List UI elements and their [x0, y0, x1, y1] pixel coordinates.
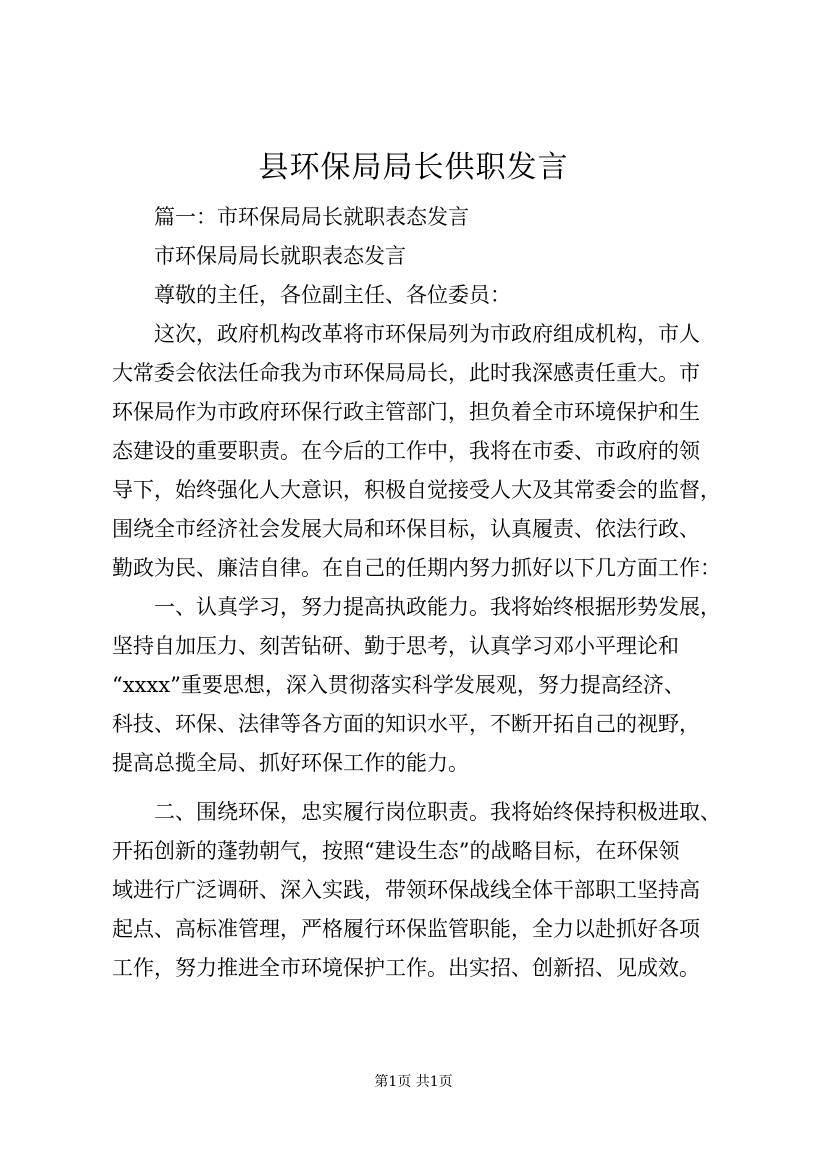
document-body [112, 198, 722, 988]
subtitle: 市环保局局长就职表态发言 [154, 244, 406, 268]
text-line: 开拓创新的蓬勃朝气，按照“建设生态”的战略目标，在环保领 [112, 839, 680, 863]
text-line: 科技、环保、法律等各方面的知识水平，不断开拓自己的视野， [112, 712, 700, 736]
paragraph-intro [112, 315, 722, 588]
text-line: 域进行广泛调研、深入实践，带领环保战线全体干部职工坚持高 [112, 878, 700, 902]
text-line: 一、认真学习，努力提高执政能力。我将始终根据形势发展， [154, 595, 721, 619]
document-title: 县环保局局长供职发言 [258, 150, 569, 185]
text-line: 环保局作为市政府环保行政主管部门，担负着全市环境保护和生 [112, 400, 700, 424]
page-number: 第1页 共1页 [374, 1074, 453, 1090]
text-line: 起点、高标准管理，严格履行环保监管职能，全力以赴抓好各项 [112, 917, 700, 941]
text-line: 工作，努力推进全市环境保护工作。出实招、创新招、见成效。 [112, 956, 700, 980]
text-line: 大常委会依法任命我为市环保局局长，此时我深感责任重大。市 [112, 361, 700, 385]
text-line: 这次，政府机构改革将市环保局列为市政府组成机构，市人 [154, 322, 700, 346]
text-line: 勤政为民、廉洁自律。在自己的任期内努力抓好以下几方面工作： [112, 556, 721, 580]
text-line: 导下，始终强化人大意识，积极自觉接受人大及其常委会的监督， [112, 478, 721, 502]
text-line: 态建设的重要职责。在今后的工作中，我将在市委、市政府的领 [112, 439, 700, 463]
text-line: 围绕全市经济社会发展大局和环保目标，认真履责、依法行政、 [112, 517, 700, 541]
paragraph-gap [112, 783, 722, 793]
text-line: 提高总揽全局、抓好环保工作的能力。 [112, 751, 469, 775]
paragraph-study [112, 588, 722, 783]
text-line: “xxxx”重要思想，深入贯彻落实科学发展观，努力提高经济、 [112, 673, 685, 697]
text-line: 二、围绕环保，忠实履行岗位职责。我将始终保持积极进取、 [154, 800, 721, 824]
salutation: 尊敬的主任，各位副主任、各位委员： [154, 283, 511, 307]
text-line: 坚持自加压力、刻苦钻研、勤于思考，认真学习邓小平理论和 [112, 634, 679, 658]
paragraph-duties [112, 793, 722, 988]
section-heading: 篇一：市环保局局长就职表态发言 [154, 205, 469, 229]
